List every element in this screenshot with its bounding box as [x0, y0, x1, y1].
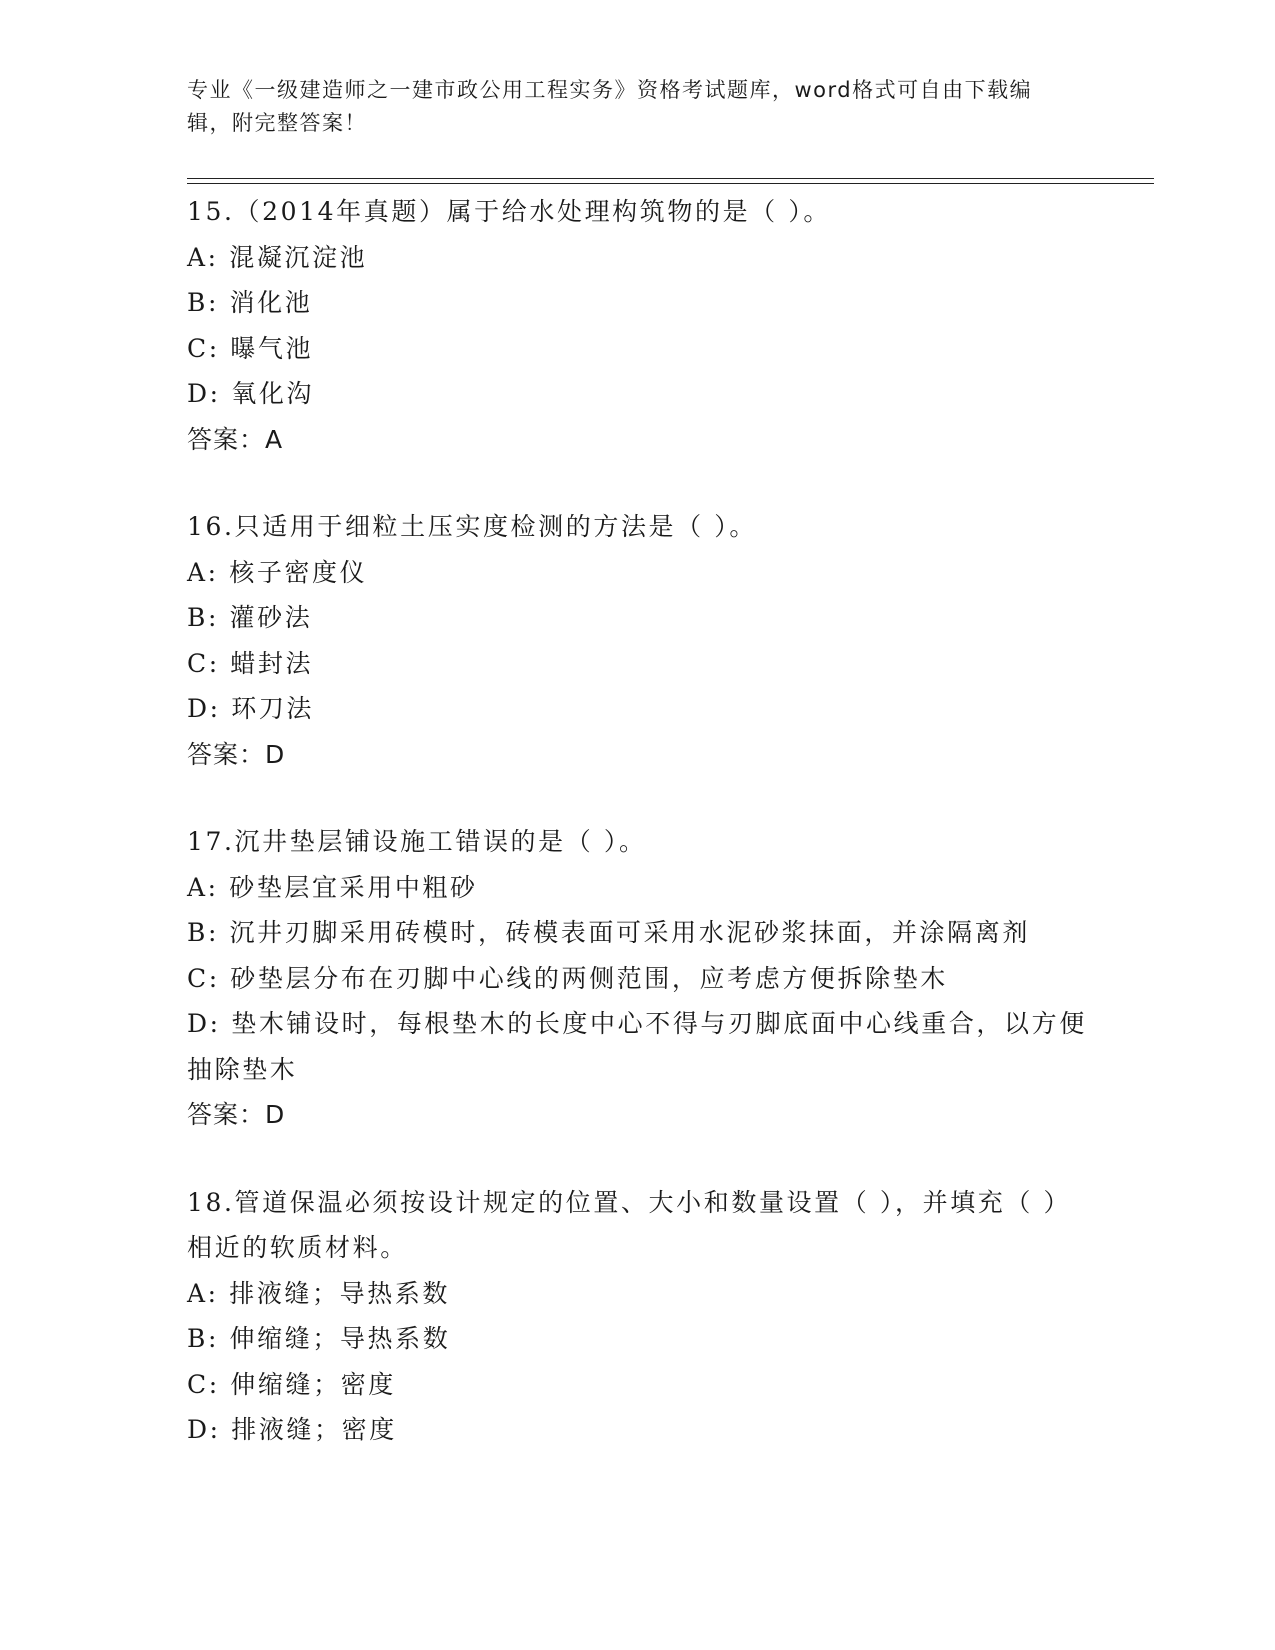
option-c: C: 砂垫层分布在刃脚中心线的两侧范围，应考虑方便拆除垫木 [187, 963, 948, 993]
option-b: B: 沉井刃脚采用砖模时，砖模表面可采用水泥砂浆抹面，并涂隔离剂 [187, 918, 1030, 947]
header-rule-bottom [187, 183, 1154, 184]
option-a: A: 核子密度仪 [187, 557, 368, 587]
question-18 [187, 1180, 1087, 1453]
option-c: C: 伸缩缝；密度 [187, 1369, 396, 1399]
option-c: C: 蜡封法 [187, 648, 314, 678]
option-d: D: 排液缝；密度 [187, 1415, 397, 1444]
option-c: C: 曝气池 [187, 333, 314, 363]
option-d: D: 垫木铺设时，每根垫木的长度中心不得与刃脚底面中心线重合，以方便抽除垫木 [187, 1009, 1087, 1084]
option-d: D: 环刀法 [187, 694, 315, 723]
answer-line: 答案：D [187, 1100, 286, 1129]
question-list [187, 189, 1087, 1495]
option-a: A: 混凝沉淀池 [187, 242, 368, 272]
question-stem: 18.管道保温必须按设计规定的位置、大小和数量设置（ ），并填充（ ）相近的软质材料。 [187, 1187, 1072, 1262]
answer-line: 答案：D [187, 739, 286, 769]
option-b: B: 灌砂法 [187, 603, 313, 632]
option-a: A: 砂垫层宜采用中粗砂 [187, 872, 478, 902]
question-stem: 15.（2014年真题）属于给水处理构筑物的是（ ）。 [187, 197, 832, 226]
question-stem: 17.沉井垫层铺设施工错误的是（ ）。 [187, 827, 647, 856]
document-header: 专业《一级建造师之一建市政公用工程实务》资格考试题库，word格式可自由下载编辑，附完整答案！ [187, 78, 1033, 135]
option-a: A: 排液缝；导热系数 [187, 1278, 451, 1308]
question-16 [187, 504, 1087, 777]
option-d: D: 氧化沟 [187, 379, 315, 408]
question-17 [187, 819, 1087, 1138]
question-stem: 16.只适用于细粒土压实度检测的方法是（ ）。 [187, 512, 758, 541]
option-b: B: 消化池 [187, 288, 313, 317]
header-rule-top [187, 178, 1154, 179]
answer-line: 答案：A [187, 424, 284, 454]
question-15 [187, 189, 1087, 462]
option-b: B: 伸缩缝；导热系数 [187, 1324, 451, 1353]
